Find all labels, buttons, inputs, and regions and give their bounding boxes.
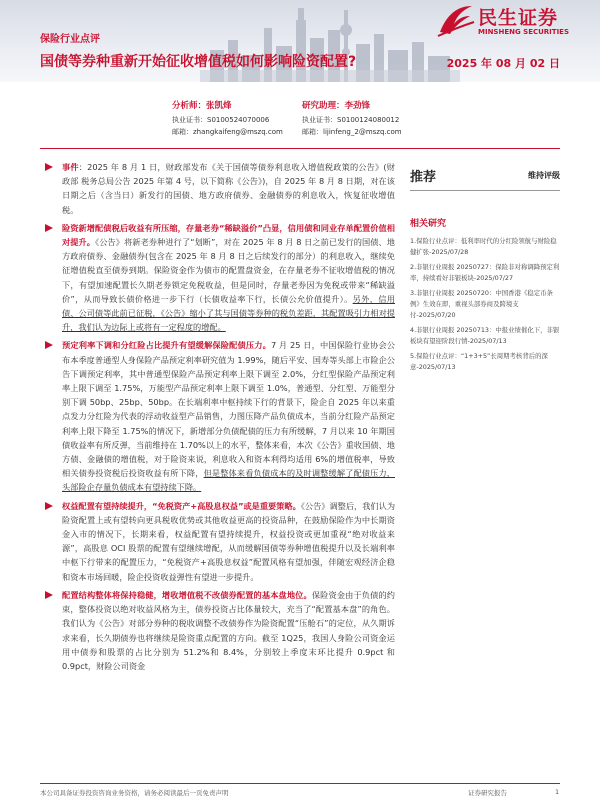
related-research-link[interactable]: 5.保险行业点评：“1+3+5”长周期考核背后的深意-2025/07/13 [410, 352, 548, 371]
arrow-bullet-icon [44, 223, 54, 233]
recommendation: 推荐 [410, 170, 437, 185]
divider [410, 190, 560, 191]
arrow-bullet-icon [44, 340, 54, 350]
related-research-link[interactable]: 1.保险行业点评：低利率时代的分红险领航与财险稳健扩张-2025/07/28 [410, 237, 557, 256]
footer-divider [40, 783, 560, 784]
author-cert: 执业证书：S0100124080012 [302, 116, 400, 124]
paragraph: 预定利率下调和分红险占比提升有望缓解保险配债压力。7 月 25 日，中国保险行业协会公布本季度普通型人身保险产品预定利率研究值为 1.99%，随后平安、国寿等头部上市险企公告下调预定利率，其中普通型保险产品预定利率上限下调至 2.0%，分红型保险产品预定利率上限下调至 1.75%，万能型产品预定利率上限下调至 1.0%，普通型、分红型、万能型分别下调 50bp、25bp、50bp。在长端利率中枢持续下行的背景下，险企自 2025 年以来重点发力分红险为代表的浮动收益型产品销售，力图压降产品负债成本，当前分红险产品预定利率上限下降至 1.75%的情况下，新增部分负债配债的压力有所缓解，7 月以来 10 年期国债收益率有所反弹，当前维持在 1.70%以上的水平，整体来看，本次《公告》重收国债、地方债、金融债的增值税，对于险资来说，利息收入和资本利得均适用 6%的增值税率，导致相关债券投资税后投资收益有所下降，但是整体来看负债成本的及时调整缓解了配债压力，头部险企存量负债成本有望持续下降。 [40, 338, 395, 494]
related-research-link[interactable]: 3.非银行业周报 20250720：中国香港《稳定币条例》生效在即，重视头部券商及跨境支付-2025/07/20 [410, 289, 553, 319]
rating-label: 维持评级 [528, 171, 560, 180]
report-title: 国债等券种重新开始征收增值税如何影响险资配置? [40, 54, 357, 70]
author-email[interactable]: 邮箱：lijinfeng_2@mszq.com [302, 128, 402, 136]
footer-report-type: 证券研究报告 [468, 789, 507, 797]
report-date: 2025 年 08 月 02 日 [446, 57, 560, 70]
divider [40, 148, 560, 149]
arrow-bullet-icon [44, 162, 54, 172]
brand-logo [436, 2, 586, 42]
paragraph: 权益配置有望持续提升，“免税资产+高股息权益”或是重要策略。《公告》调整后，我们认为险资配置上或有望转向更具税收优势或其他收益更高的投资品种，在鼓励保险作为中长期资金入市的情况下，长期来看，权益配置有望持续提升，权益投资或更加重视“绝对收益来源”，高股息 OCI 股票的配置有望继续增配，从而缓解国债等券种增值税提升以及长端利率中枢下行带来的配置压力，“免税资产+高股息权益”配置风格有望加强，伴随宏观经济企稳和资本市场回暖，险企投资收益弹性有望进一步提升。 [40, 499, 395, 584]
logo-text-cn: 民生证券 [478, 7, 559, 29]
footer-disclaimer: 本公司具备证券投资咨询业务资格，请务必阅读最后一页免责声明 [40, 789, 229, 797]
page-number: 1 [555, 788, 560, 796]
author-role: 分析师：张凯烽 [172, 101, 232, 111]
report-body [40, 160, 395, 677]
paragraph: 险资新增配债税后收益有所压缩，存量老券“稀缺溢价”凸显，信用债和同业存单配置价值相对提升。《公告》将新老券种进行了“划断”，对在 2025 年 8 月 8 日之前已发行的国债、地方政府债券、金融债券(包含在 2025 年 8 月 8 日之后续发行的部分）的利息收入，继续免征增值税直至债券到期。保险资金作为债市的配置盘资金，在存量老券不征收增值税的情况下，有望加速配置长久期老券锁定免税收益，但是同时，存量老券因为免税或带来“稀缺溢价”，从而导致长债价格进一步下行（长债收益率下行，长债公允价值提升）。另外，信用债、公司债等此前已征税，《公告》缩小了其与国债等券种的税负差距，其配置吸引力相对提升，我们认为边际上或将有一定程度的增配。 [40, 221, 395, 335]
related-research-list [410, 236, 560, 377]
related-research-link[interactable]: 2.非银行业周报 20250727：保险非对称调降预定利率，持续看好非银板块-2025/07/27 [410, 263, 560, 282]
author-block-assistant [302, 100, 402, 138]
logo-mark-icon [436, 2, 476, 38]
author-block-analyst [172, 100, 283, 138]
author-role: 研究助理：李劲锋 [302, 101, 371, 111]
arrow-bullet-icon [44, 590, 54, 600]
logo-text-en: MINSHENG SECURITIES [478, 28, 569, 36]
paragraph: 配置结构整体将保持稳健，增收增值税不改债券配置的基本盘地位。保险资金由于负债的约束，整体投资以绝对收益风格为主，债券投资占比体量较大，充当了“配置基本盘”的角色。我们认为《公告》对部分券种的税收调整不改债券作为险资配置“压舱石”的定位，从久期诉求来看，长久期债券也将继续是险资重点配置的方向。截至 1Q25，我国人身险公司资金运用中债券和股票的占比分别为 51.2%和 8.4%，分别较上季度末环比提升 0.9pct 和 0.9pct，财险公司资金 [40, 588, 395, 673]
author-cert: 执业证书：S0100524070006 [172, 116, 270, 124]
arrow-bullet-icon [44, 501, 54, 511]
report-category: 保险行业点评 [40, 34, 100, 45]
header-banner [0, 0, 600, 82]
related-research-title: 相关研究 [410, 219, 447, 229]
author-email[interactable]: 邮箱：zhangkaifeng@mszq.com [172, 128, 283, 136]
related-research-link[interactable]: 4.非银行业周报 20250713：中报业绩催化下，非银板块有望迎阶段行情-2025/07/13 [410, 326, 560, 345]
paragraph: 事件：2025 年 8 月 1 日，财政部发布《关于国债等债券利息收入增值税政策的公告》(财政部 税务总局公告 2025 年第 4 号，以下简称《公告》)，自 2025 年 8 月 8 日期，对在该日期之后（含当日）新发行的国债、地方政府债券、金融债券的利息收入，恢复征收增值税。 [40, 160, 395, 217]
